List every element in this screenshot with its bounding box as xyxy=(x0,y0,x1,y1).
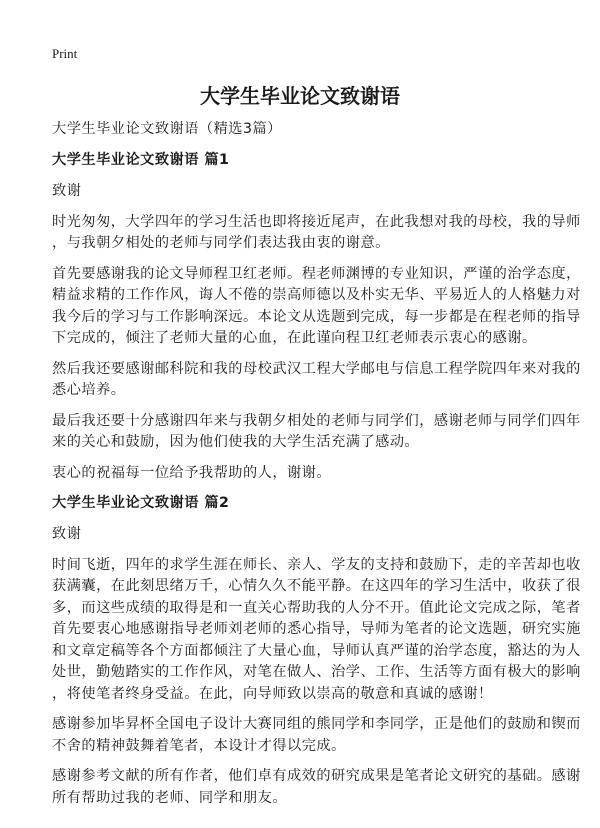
section-heading: 大学生毕业论文致谢语 篇2 xyxy=(52,495,230,511)
text-line: 精益求精的工作作风，诲人不倦的崇高师德以及朴实无华、平易近人的人格魅力对 xyxy=(52,287,581,303)
text-line: 然后我还要感谢邮科院和我的母校武汉工程大学邮电与信息工程学院四年来对我的 xyxy=(52,360,581,377)
text-line: 衷心的祝福每一位给予我帮助的人，谢谢。 xyxy=(52,464,332,481)
text-line: 时光匆匆，大学四年的学习生活也即将接近尾声，在此我想对我的母校，我的导师 xyxy=(52,213,581,230)
text-line: 感谢参加毕昇杯全国电子设计大赛同组的熊同学和李同学，正是他们的鼓励和锲而 xyxy=(52,716,581,732)
text-line: 多，而这些成绩的取得是和一直关心帮助我的人分不开。值此论文完成之际，笔者 xyxy=(52,599,581,616)
document-subtitle: 大学生毕业论文致谢语（精选3篇） xyxy=(52,121,282,137)
paragraph xyxy=(52,714,581,757)
salutation xyxy=(52,524,572,546)
text-line: 不舍的精神鼓舞着笔者，本设计才得以完成。 xyxy=(52,737,346,754)
paragraph xyxy=(52,766,581,809)
document-body xyxy=(52,119,581,818)
text-line: 我今后的学习与工作影响深远。本论文从选题到完成，每一步都是在程老师的指导 xyxy=(52,308,581,325)
text-line: 首先要衷心地感谢指导老师刘老师的悉心指导，导师为笔者的论文选题，研究实施 xyxy=(52,621,581,637)
text-line: 获满囊，在此刻思绪万千，心情久久不能平静。在这四年的学习生活中，收获了很 xyxy=(52,578,581,594)
paragraph xyxy=(52,359,581,402)
text-line: 最后我还要十分感谢四年来与我朝夕相处的老师与同学们，感谢老师与同学们四年 xyxy=(52,412,581,429)
page-title: 大学生毕业论文致谢语 xyxy=(200,84,400,108)
text-line: 首先要感谢我的论文导师程卫红老师。程老师渊博的专业知识，严谨的治学态度， xyxy=(52,265,581,282)
print-link[interactable]: Print xyxy=(52,46,78,61)
salutation xyxy=(52,181,572,203)
text-line: 悉心培养。 xyxy=(52,382,126,398)
text-line: 来的关心和鼓励，因为他们使我的大学生活充满了感动。 xyxy=(52,434,420,450)
text-line: ，将使笔者终身受益。在此，向导师致以崇高的敬意和真诚的感谢！ xyxy=(52,685,493,702)
paragraph xyxy=(52,411,581,454)
text-line: 感谢参考文献的所有作者，他们卓有成效的研究成果是笔者论文研究的基础。感谢 xyxy=(52,768,581,784)
paragraph xyxy=(52,264,581,350)
text-line: 处世，勤勉踏实的工作作风，对笔在做人、治学、工作、生活等方面有极大的影响 xyxy=(52,664,581,680)
text-line: 时间飞逝，四年的求学生涯在师长、亲人、学友的支持和鼓励下，走的辛苦却也收 xyxy=(52,556,581,573)
text-line: 和文章定稿等各个方面都倾注了大量心血，导师认真严谨的治学态度，豁达的为人 xyxy=(52,642,581,659)
text-line: ，与我朝夕相处的老师与同学们表达我由衷的谢意。 xyxy=(52,235,390,251)
text-line: 下完成的，倾注了老师大量的心血，在此谨向程卫红老师表示衷心的感谢。 xyxy=(52,330,537,346)
text-line: 所有帮助过我的老师、同学和朋友。 xyxy=(52,789,288,806)
section-heading: 大学生毕业论文致谢语 篇1 xyxy=(52,152,230,168)
text-line: 致谢 xyxy=(52,526,82,542)
text-line: 致谢 xyxy=(52,183,82,199)
paragraph xyxy=(52,463,572,485)
paragraph xyxy=(52,212,581,255)
paragraph xyxy=(52,555,581,706)
